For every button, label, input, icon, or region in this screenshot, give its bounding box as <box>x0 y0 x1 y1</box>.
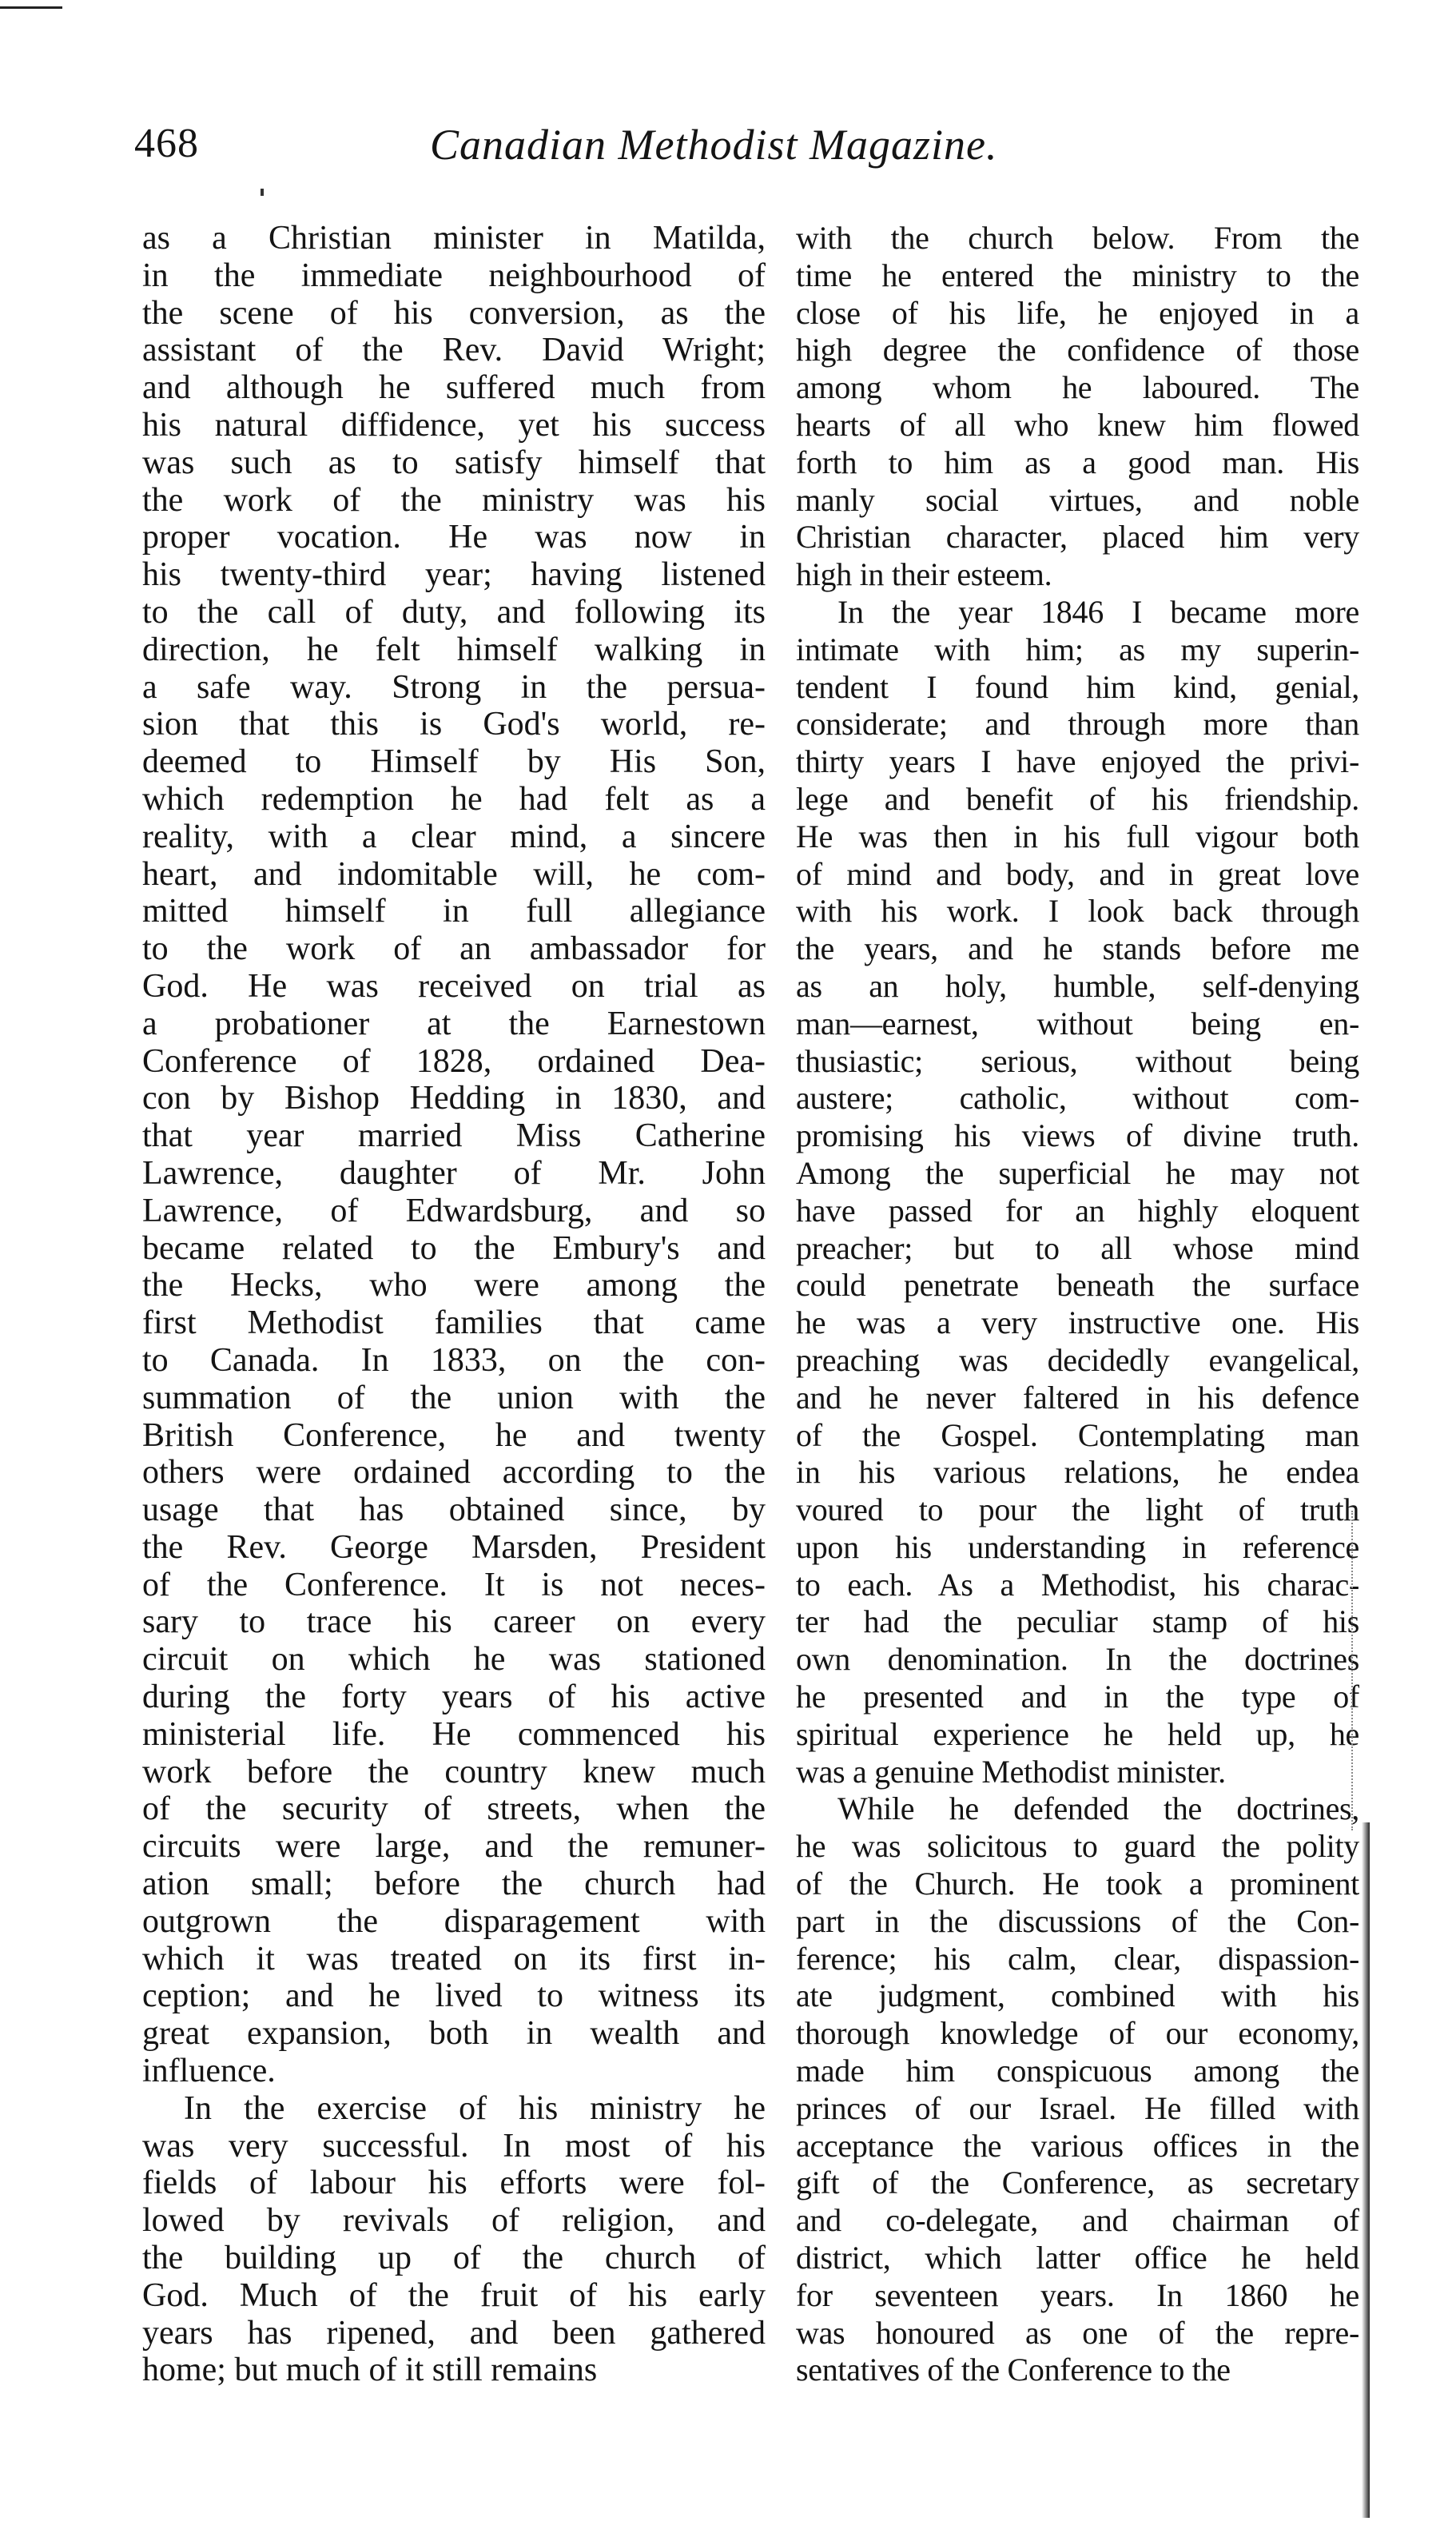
text-line: While he defended the doctrines, <box>837 1790 1359 1827</box>
text-line: gift of the Conference, as secretary <box>796 2165 1359 2201</box>
text-line: ter had the peculiar stamp of his <box>796 1603 1359 1640</box>
text-line: in his various relations, he endea <box>796 1454 1359 1491</box>
text-line: princes of our Israel. He filled with <box>796 2089 1359 2126</box>
text-line: his natural diffidence, yet his success <box>142 406 766 444</box>
text-line: first Methodist families that came <box>142 1304 766 1342</box>
text-line: ate judgment, combined with his <box>796 1977 1359 2014</box>
ink-speck <box>261 189 264 196</box>
text-line: became related to the Embury's and <box>142 1229 766 1267</box>
text-line: acceptance the various offices in the <box>796 2127 1359 2164</box>
text-line: circuits were large, and the remuner- <box>142 1828 766 1866</box>
text-line: which it was treated on its first in- <box>142 1940 766 1977</box>
text-line: for seventeen years. In 1860 he <box>796 2276 1359 2313</box>
text-line: part in the discussions of the Con- <box>796 1902 1359 1939</box>
text-line: direction, he felt himself walking in <box>142 631 766 668</box>
text-line: tendent I found him kind, genial, <box>796 668 1359 705</box>
text-line: In the exercise of his ministry he <box>184 2089 766 2127</box>
text-line: influence. <box>142 2053 276 2090</box>
text-line: thirty years I have enjoyed the privi- <box>796 743 1359 780</box>
text-line: the building up of the church of <box>142 2240 766 2277</box>
text-line: of the security of streets, when the <box>142 1790 766 1828</box>
text-line: of the Conference. It is not neces- <box>142 1566 766 1603</box>
text-line: circuit on which he was stationed <box>142 1641 766 1679</box>
text-line: great expansion, both in wealth and <box>142 2015 766 2053</box>
text-line: in the immediate neighbourhood of <box>142 257 766 294</box>
text-line: to the call of duty, and following its <box>142 593 766 631</box>
text-line: was a genuine Methodist minister. <box>796 1753 1226 1790</box>
text-line: con by Bishop Hedding in 1830, and <box>142 1080 766 1117</box>
text-line: ministerial life. He commenced his <box>142 1715 766 1753</box>
text-line: the work of the ministry was his <box>142 481 766 519</box>
text-line: was such as to satisfy himself that <box>142 444 766 481</box>
text-line: assistant of the Rev. David Wright; <box>142 332 766 369</box>
text-line: as a Christian minister in Matilda, <box>142 220 766 257</box>
text-line: God. Much of the fruit of his early <box>142 2276 766 2314</box>
text-line: forth to him as a good man. His <box>796 444 1359 480</box>
text-line: sion that this is God's world, re- <box>142 706 766 743</box>
text-line: mitted himself in full allegiance <box>142 893 766 930</box>
text-line: Lawrence, daughter of Mr. John <box>142 1154 766 1192</box>
page-edge-shadow <box>1362 1822 1370 2518</box>
text-line: reality, with a clear mind, a sincere <box>142 818 766 855</box>
text-line: time he entered the ministry to the <box>796 257 1359 293</box>
text-line: years has ripened, and been gathered <box>142 2314 766 2352</box>
text-line: lege and benefit of his friendship. <box>796 780 1359 817</box>
corner-rule <box>0 6 62 9</box>
text-line: fields of labour his efforts were fol- <box>142 2165 766 2202</box>
text-line: could penetrate beneath the surface <box>796 1267 1359 1304</box>
right-text-column <box>796 220 1359 2389</box>
text-line: and he never faltered in his defence <box>796 1379 1359 1416</box>
text-line: and co-delegate, and chairman of <box>796 2202 1359 2239</box>
text-line: during the forty years of his active <box>142 1679 766 1716</box>
left-text-column <box>142 220 766 2389</box>
text-line: lowed by revivals of religion, and <box>142 2202 766 2240</box>
text-line: sary to trace his career on every <box>142 1603 766 1641</box>
text-line: of the Gospel. Contemplating man <box>796 1416 1359 1453</box>
text-line: ference; his calm, clear, dispassion- <box>796 1940 1359 1977</box>
text-line: to the work of an ambassador for <box>142 930 766 968</box>
text-line: was honoured as one of the repre- <box>796 2314 1359 2351</box>
text-line: manly social virtues, and noble <box>796 481 1359 518</box>
text-line: that year married Miss Catherine <box>142 1117 766 1155</box>
text-line: have passed for an highly eloquent <box>796 1192 1359 1229</box>
text-line: was very successful. In most of his <box>142 2127 766 2165</box>
text-line: promising his views of divine truth. <box>796 1117 1359 1154</box>
text-line: deemed to Himself by His Son, <box>142 743 766 781</box>
text-line: and although he suffered much from <box>142 369 766 407</box>
text-line: the scene of his conversion, as the <box>142 294 766 332</box>
page-number: 468 <box>134 121 199 166</box>
text-line: he was a very instructive one. His <box>796 1304 1359 1341</box>
text-line: thorough knowledge of our economy, <box>796 2015 1359 2052</box>
text-line: outgrown the disparagement with <box>142 1902 766 1940</box>
text-line: he was solicitous to guard the polity <box>796 1828 1359 1865</box>
text-line: Christian character, placed him very <box>796 519 1359 556</box>
text-line: to Canada. In 1833, on the con- <box>142 1341 766 1379</box>
text-line: he presented and in the type of <box>796 1679 1359 1715</box>
text-line: British Conference, he and twenty <box>142 1416 766 1454</box>
text-line: hearts of all who knew him flowed <box>796 406 1359 443</box>
text-line: considerate; and through more than <box>796 706 1359 743</box>
running-title: Canadian Methodist Magazine. <box>430 121 998 169</box>
text-line: upon his understanding in reference <box>796 1528 1359 1565</box>
text-line: usage that has obtained since, by <box>142 1492 766 1529</box>
text-line: high degree the confidence of those <box>796 332 1359 368</box>
text-line: of the Church. He took a prominent <box>796 1866 1359 1902</box>
page-header <box>134 120 1117 184</box>
text-line: the Rev. George Marsden, President <box>142 1528 766 1566</box>
text-line: preaching was decidedly evangelical, <box>796 1341 1359 1378</box>
text-line: In the year 1846 I became more <box>837 593 1359 630</box>
text-line: He was then in his full vigour both <box>796 818 1359 854</box>
text-line: own denomination. In the doctrines <box>796 1641 1359 1678</box>
text-line: God. He was received on trial as <box>142 967 766 1005</box>
text-line: made him conspicuous among the <box>796 2053 1359 2089</box>
text-line: voured to pour the light of truth <box>796 1492 1359 1528</box>
text-line: work before the country knew much <box>142 1753 766 1790</box>
text-line: thusiastic; serious, without being <box>796 1042 1359 1079</box>
text-line: district, which latter office he held <box>796 2240 1359 2276</box>
text-line: spiritual experience he held up, he <box>796 1715 1359 1752</box>
text-line: home; but much of it still remains <box>142 2352 598 2389</box>
text-line: Lawrence, of Edwardsburg, and so <box>142 1192 766 1229</box>
text-line: a safe way. Strong in the persua- <box>142 668 766 706</box>
text-line: the years, and he stands before me <box>796 930 1359 967</box>
text-line: austere; catholic, without com- <box>796 1080 1359 1117</box>
text-line: others were ordained according to the <box>142 1454 766 1492</box>
text-line: with the church below. From the <box>796 220 1359 256</box>
text-line: sentatives of the Conference to the <box>796 2352 1231 2388</box>
text-line: the Hecks, who were among the <box>142 1267 766 1304</box>
text-line: summation of the union with the <box>142 1379 766 1416</box>
text-line: which redemption he had felt as a <box>142 780 766 818</box>
text-line: man—earnest, without being en- <box>796 1005 1359 1041</box>
text-line: preacher; but to all whose mind <box>796 1229 1359 1266</box>
text-line: Conference of 1828, ordained Dea- <box>142 1042 766 1080</box>
text-line: his twenty-third year; having listened <box>142 556 766 594</box>
text-line: high in their esteem. <box>796 556 1052 593</box>
text-line: as an holy, humble, self-denying <box>796 967 1359 1004</box>
text-line: with his work. I look back through <box>796 893 1359 930</box>
text-line: among whom he laboured. The <box>796 369 1359 406</box>
page-edge-marks <box>1351 1511 1355 1830</box>
text-line: heart, and indomitable will, he com- <box>142 855 766 893</box>
text-line: close of his life, he enjoyed in a <box>796 294 1359 331</box>
text-line: of mind and body, and in great love <box>796 855 1359 892</box>
text-line: ception; and he lived to witness its <box>142 1977 766 2015</box>
text-line: proper vocation. He was now in <box>142 519 766 556</box>
text-line: ation small; before the church had <box>142 1866 766 1903</box>
text-line: intimate with him; as my superin- <box>796 631 1359 667</box>
text-line: to each. As a Methodist, his charac- <box>796 1566 1359 1603</box>
text-line: Among the superficial he may not <box>796 1154 1359 1191</box>
text-line: a probationer at the Earnestown <box>142 1005 766 1042</box>
